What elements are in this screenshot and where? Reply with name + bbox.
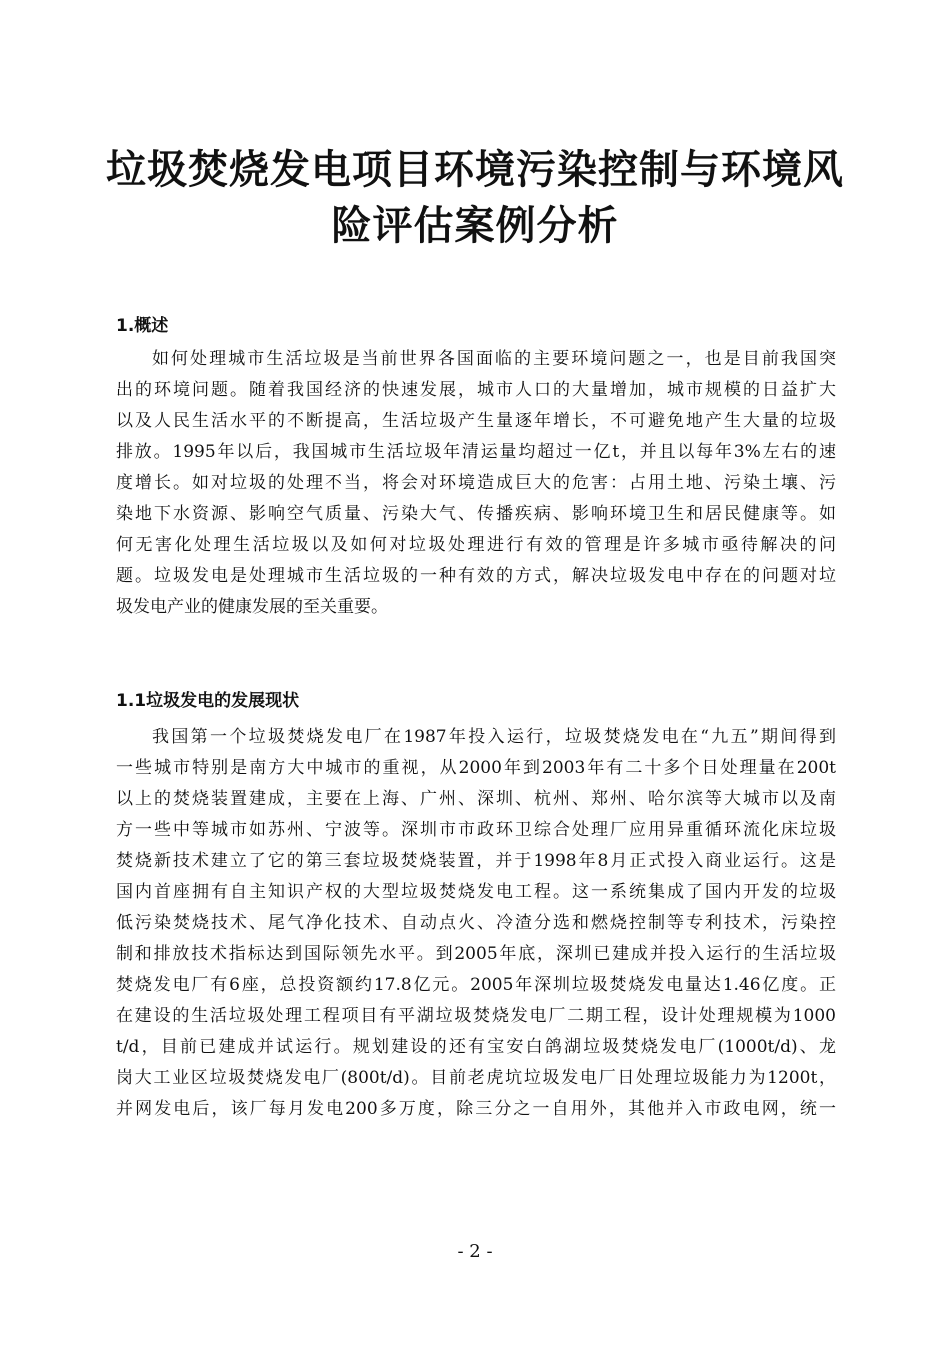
paragraph-line: 我国第一个垃圾焚烧发电厂在1987年投入运行，垃圾焚烧发电在“九五”期间得到 [152,727,836,747]
page-number: - 2 - [457,1241,493,1262]
section-paragraph-overview [116,344,836,623]
paragraph-line: 何无害化处理生活垃圾以及如何对垃圾处理进行有效的管理是许多城市亟待解决的问 [116,535,836,555]
paragraph-line: 染地下水资源、影响空气质量、污染大气、传播疾病、影响环境卫生和居民健康等。如 [116,504,836,524]
section-paragraph-development-status [116,722,836,1125]
paragraph-line: 圾发电产业的健康发展的至关重要。 [116,597,388,617]
paragraph-line: 度增长。如对垃圾的处理不当，将会对环境造成巨大的危害：占用土地、污染土壤、污 [116,473,836,493]
document-title [100,142,850,254]
section-heading-development-status: 1.1垃圾发电的发展现状 [116,691,300,711]
paragraph-line: 出的环境问题。随着我国经济的快速发展，城市人口的大量增加，城市规模的日益扩大 [116,380,836,400]
paragraph-line: t/d，目前已建成并试运行。规划建设的还有宝安白鸽湖垃圾焚烧发电厂(1000t/d)、龙 [116,1037,836,1057]
paragraph-line: 在建设的生活垃圾处理工程项目有平湖垃圾焚烧发电厂二期工程，设计处理规模为1000 [116,1006,836,1026]
paragraph-line: 排放。1995年以后，我国城市生活垃圾年清运量均超过一亿t，并且以每年3%左右的速 [116,442,836,462]
paragraph-line: 焚烧新技术建立了它的第三套垃圾焚烧装置，并于1998年8月正式投入商业运行。这是 [116,851,836,871]
paragraph-line: 并网发电后，该厂每月发电200多万度，除三分之一自用外，其他并入市政电网，统一 [116,1099,836,1119]
paragraph-line: 低污染焚烧技术、尾气净化技术、自动点火、冷渣分选和燃烧控制等专利技术，污染控 [116,913,836,933]
title-line: 垃圾焚烧发电项目环境污染控制与环境风 [106,147,844,193]
paragraph-line: 如何处理城市生活垃圾是当前世界各国面临的主要环境问题之一，也是目前我国突 [152,349,836,369]
paragraph-line: 国内首座拥有自主知识产权的大型垃圾焚烧发电工程。这一系统集成了国内开发的垃圾 [116,882,836,902]
paragraph-line: 一些城市特别是南方大中城市的重视，从2000年到2003年有二十多个日处理量在200t [116,758,836,778]
paragraph-line: 方一些中等城市如苏州、宁波等。深圳市市政环卫综合处理厂应用异重循环流化床垃圾 [116,820,836,840]
section-heading-overview: 1.概述 [116,316,169,336]
paragraph-line: 以及人民生活水平的不断提高，生活垃圾产生量逐年增长，不可避免地产生大量的垃圾 [116,411,836,431]
paragraph-line: 制和排放技术指标达到国际领先水平。到2005年底，深圳已建成并投入运行的生活垃圾 [116,944,836,964]
paragraph-line: 以上的焚烧装置建成，主要在上海、广州、深圳、杭州、郑州、哈尔滨等大城市以及南 [116,789,836,809]
paragraph-line: 题。垃圾发电是处理城市生活垃圾的一种有效的方式，解决垃圾发电中存在的问题对垃 [116,566,836,586]
title-line: 险评估案例分析 [331,203,619,249]
paragraph-line: 焚烧发电厂有6座，总投资额约17.8亿元。2005年深圳垃圾焚烧发电量达1.46亿度。正 [116,975,836,995]
paragraph-line: 岗大工业区垃圾焚烧发电厂(800t/d)。目前老虎坑垃圾发电厂日处理垃圾能力为1200t， [116,1068,836,1088]
